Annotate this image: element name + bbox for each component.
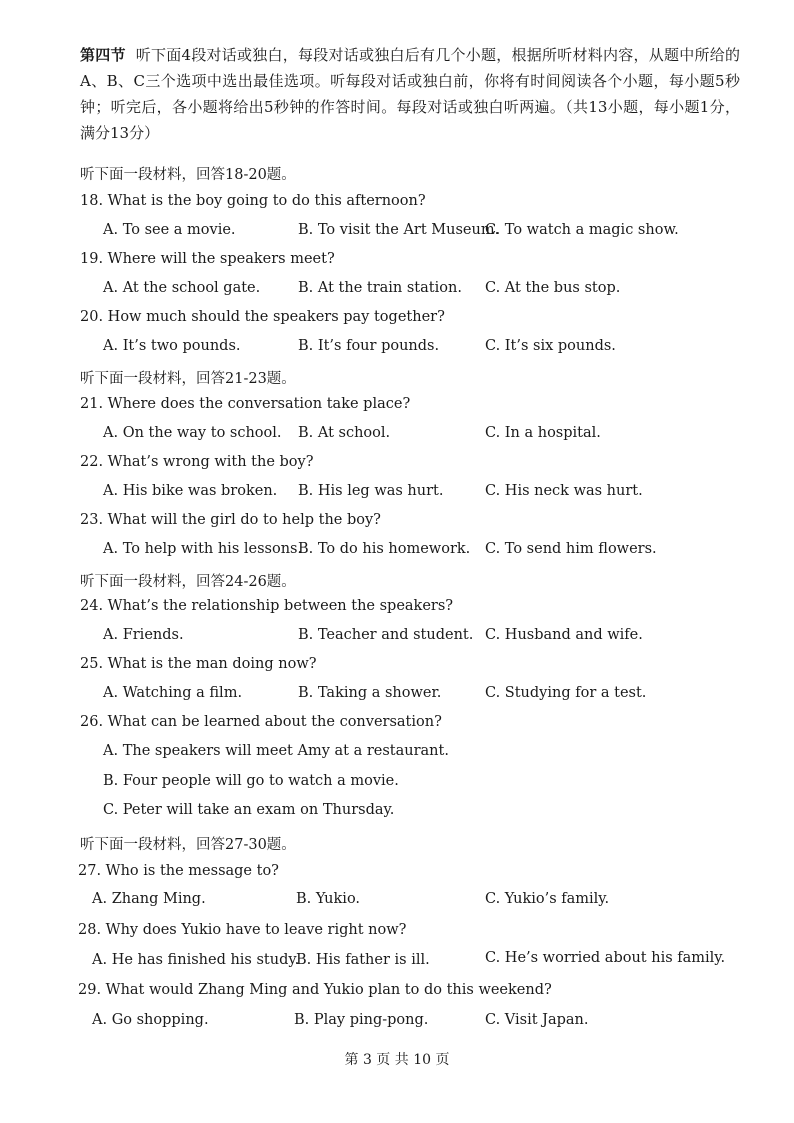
question-stem: 19. Where will the speakers meet? [80, 251, 335, 267]
option-a: A. To help with his lessons. [103, 541, 303, 557]
question-stem: 20. How much should the speakers pay together? [80, 309, 445, 325]
option-a: A. Friends. [103, 627, 184, 643]
question-stem: 22. What’s wrong with the boy? [80, 454, 314, 470]
option-b: B. To visit the Art Museum. [298, 222, 500, 238]
option-c: C. It’s six pounds. [485, 338, 616, 354]
question-stem: 25. What is the man doing now? [80, 656, 317, 672]
option-a: A. Zhang Ming. [92, 891, 206, 907]
question-stem: 24. What’s the relationship between the speakers? [80, 598, 454, 614]
option-c: C. Peter will take an exam on Thursday. [103, 802, 395, 818]
material-instruction: 听下面一段材料，回答24-26题。 [80, 574, 296, 590]
option-c: C. Husband and wife. [485, 627, 643, 643]
question-stem: 28. Why does Yukio have to leave right now? [78, 922, 407, 938]
material-instruction: 听下面一段材料，回答21-23题。 [80, 371, 296, 387]
option-a: A. Watching a film. [103, 685, 243, 701]
option-c: C. To watch a magic show. [485, 222, 679, 238]
question-stem: 18. What is the boy going to do this afternoon? [80, 193, 426, 209]
material-instruction: 听下面一段材料，回答27-30题。 [80, 837, 296, 853]
page-number: 第 3 页 共 10 页 [344, 1052, 450, 1068]
option-b: B. Taking a shower. [298, 685, 442, 701]
option-b: B. To do his homework. [298, 541, 471, 557]
option-a: A. He has finished his study. [92, 952, 300, 968]
option-b: B. At school. [298, 425, 391, 441]
option-c: C. Studying for a test. [485, 685, 647, 701]
section-intro [80, 42, 740, 146]
material-instruction: 听下面一段材料，回答18-20题。 [80, 167, 296, 183]
option-c: C. Visit Japan. [485, 1012, 589, 1028]
question-stem: 21. Where does the conversation take place? [80, 396, 411, 412]
option-b: B. Teacher and student. [298, 627, 474, 643]
section-heading: 第四节 [80, 46, 126, 64]
option-c: C. In a hospital. [485, 425, 601, 441]
option-b: B. It’s four pounds. [298, 338, 440, 354]
option-b: B. Play ping-pong. [294, 1012, 429, 1028]
option-b: B. His father is ill. [296, 952, 430, 968]
option-a: A. The speakers will meet Amy at a restaurant. [103, 743, 449, 759]
option-b: B. At the train station. [298, 280, 462, 296]
option-c: C. At the bus stop. [485, 280, 621, 296]
question-stem: 23. What will the girl do to help the boy? [80, 512, 381, 528]
option-c: C. His neck was hurt. [485, 483, 643, 499]
option-b: B. Yukio. [296, 891, 361, 907]
question-stem: 29. What would Zhang Ming and Yukio plan to do this weekend? [78, 982, 552, 998]
option-a: A. It’s two pounds. [103, 338, 241, 354]
option-a: A. At the school gate. [103, 280, 261, 296]
option-c: C. He’s worried about his family. [485, 950, 726, 966]
section-instructions: 听下面4段对话或独白，每段对话或独白后有几个小题，根据所听材料内容，从题中所给的A、B、C三个选项中选出最佳选项。听每段对话或独白前，你将有时间阅读各个小题，每小题5秒钟；听完后，各小题将给出5秒钟的作答时间。每段对话或独白听两遍。（共13小题，每小题1分，满分13分） [80, 46, 740, 142]
question-stem: 26. What can be learned about the conversation? [80, 714, 442, 730]
option-c: C. Yukio’s family. [485, 891, 610, 907]
option-a: A. To see a movie. [103, 222, 236, 238]
option-b: B. Four people will go to watch a movie. [103, 773, 399, 789]
option-c: C. To send him flowers. [485, 541, 657, 557]
option-a: A. Go shopping. [92, 1012, 209, 1028]
option-a: A. On the way to school. [103, 425, 282, 441]
option-b: B. His leg was hurt. [298, 483, 444, 499]
question-stem: 27. Who is the message to? [78, 863, 279, 879]
option-a: A. His bike was broken. [103, 483, 278, 499]
